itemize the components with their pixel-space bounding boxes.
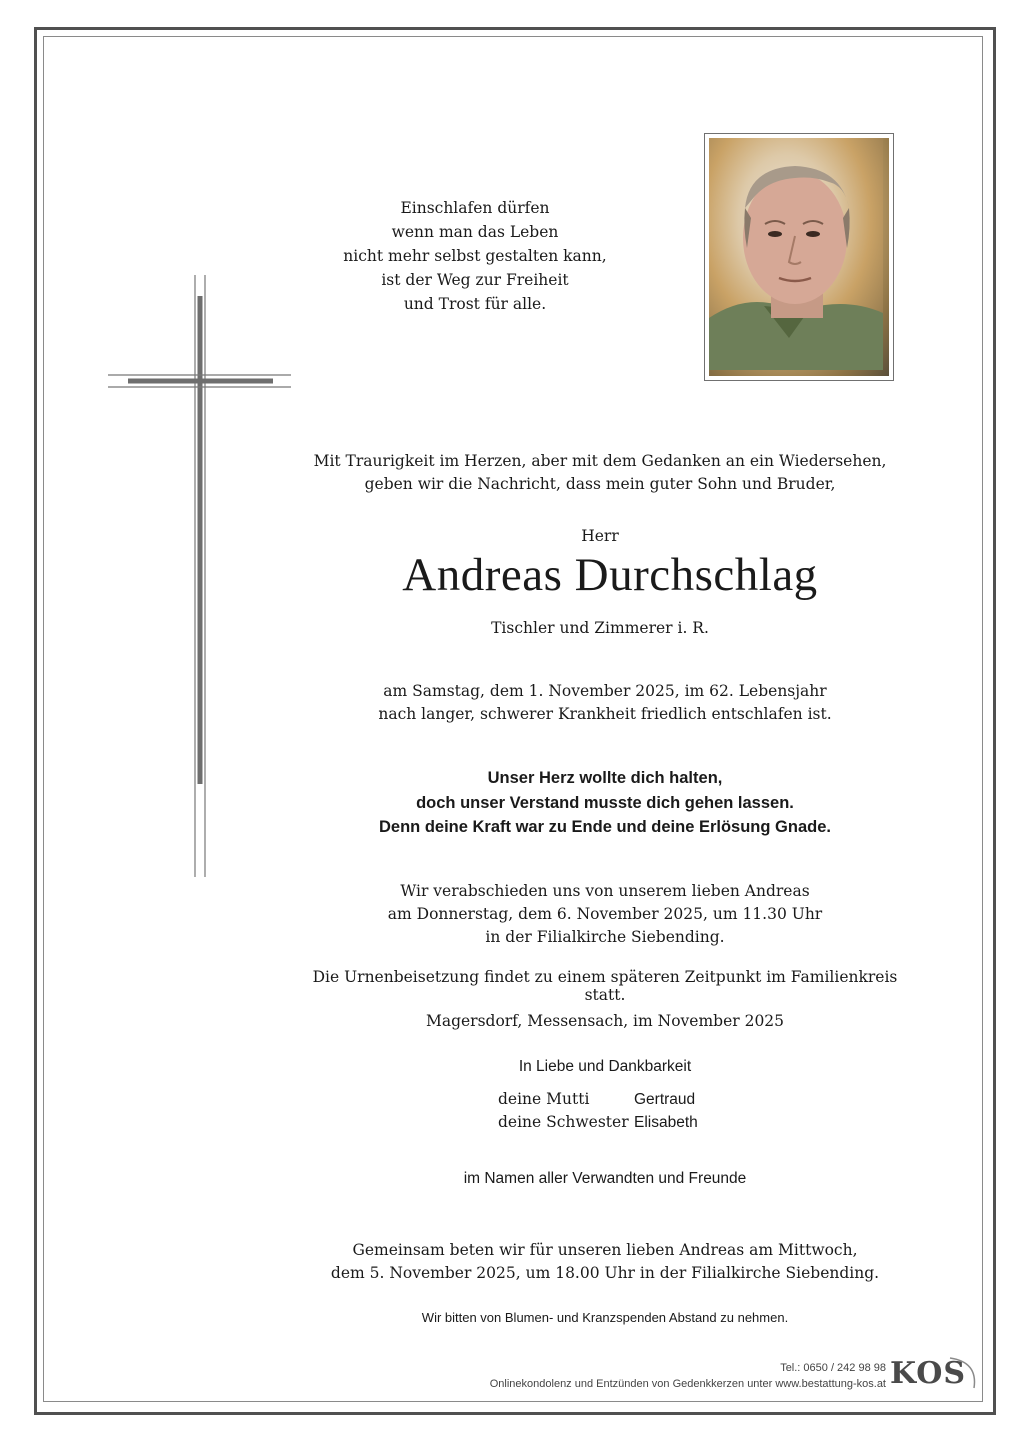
prayer-line: Gemeinsam beten wir für unseren lieben Andreas am Mittwoch, (352, 1241, 858, 1259)
motto-line: nicht mehr selbst gestalten kann, (343, 247, 607, 265)
family-relation: deine Schwester (498, 1113, 629, 1131)
motto-line: und Trost für alle. (403, 295, 547, 313)
cross-icon (0, 0, 300, 900)
farewell-line: Wir verabschieden uns von unserem lieben Andreas (400, 882, 810, 900)
death-notice (300, 680, 910, 726)
family-name: Elisabeth (634, 1114, 698, 1131)
verse-line: doch unser Verstand musste dich gehen lassen. (416, 793, 794, 812)
motto-line: ist der Weg zur Freiheit (381, 271, 569, 289)
love-line: In Liebe und Dankbarkeit (518, 1058, 692, 1075)
intro-line: geben wir die Nachricht, dass mein guter Sohn und Bruder, (364, 475, 836, 493)
family-name: Gertraud (634, 1091, 696, 1108)
motto-line: Einschlafen dürfen (400, 199, 550, 217)
footer-website[interactable]: Onlinekondolenz und Entzünden von Gedenkkerzen unter www.bestattung-kos.at (489, 1378, 886, 1390)
salutation: Herr (581, 527, 619, 545)
family-row (498, 1088, 698, 1111)
verse-quote (300, 766, 910, 840)
intro-line: Mit Traurigkeit im Herzen, aber mit dem Gedanken an ein Wiedersehen, (313, 452, 887, 470)
farewell-line: in der Filialkirche Siebending. (485, 928, 725, 946)
death-line: am Samstag, dem 1. November 2025, im 62. Lebensjahr (383, 682, 827, 700)
family-list (498, 1088, 698, 1134)
family-row (498, 1111, 698, 1134)
prayer-notice (290, 1239, 920, 1285)
farewell-line: am Donnerstag, dem 6. November 2025, um 11.30 Uhr (387, 905, 823, 923)
prayer-line: dem 5. November 2025, um 18.00 Uhr in der Filialkirche Siebending. (330, 1264, 880, 1282)
motto-poem (320, 196, 630, 316)
names-all-line: im Namen aller Verwandten und Freunde (463, 1170, 747, 1187)
flowers-note: Wir bitten von Blumen- und Kranzspenden Abstand zu nehmen. (421, 1310, 789, 1325)
place-date: Magersdorf, Messensach, im November 2025 (425, 1012, 785, 1030)
logo-text: KOS (890, 1356, 967, 1391)
intro-text (300, 450, 900, 496)
verse-line: Denn deine Kraft war zu Ende und deine Erlösung Gnade. (379, 818, 831, 836)
kos-logo (890, 1356, 980, 1396)
verse-line: Unser Herz wollte dich halten, (487, 769, 723, 787)
footer-phone: Tel.: 0650 / 242 98 98 (780, 1362, 886, 1374)
farewell-notice (300, 880, 910, 949)
family-relation: deine Mutti (498, 1090, 590, 1108)
occupation: Tischler und Zimmerer i. R. (491, 619, 709, 637)
urn-notice: Die Urnenbeisetzung findet zu einem späteren Zeitpunkt im Familienkreis statt. (312, 968, 898, 1004)
death-line: nach langer, schwerer Krankheit friedlich entschlafen ist. (378, 705, 832, 723)
motto-line: wenn man das Leben (391, 223, 559, 241)
deceased-name: Andreas Durchschlag (402, 549, 818, 601)
portrait-photo (709, 138, 889, 376)
portrait-illustration (709, 138, 883, 370)
portrait-frame (704, 133, 894, 381)
